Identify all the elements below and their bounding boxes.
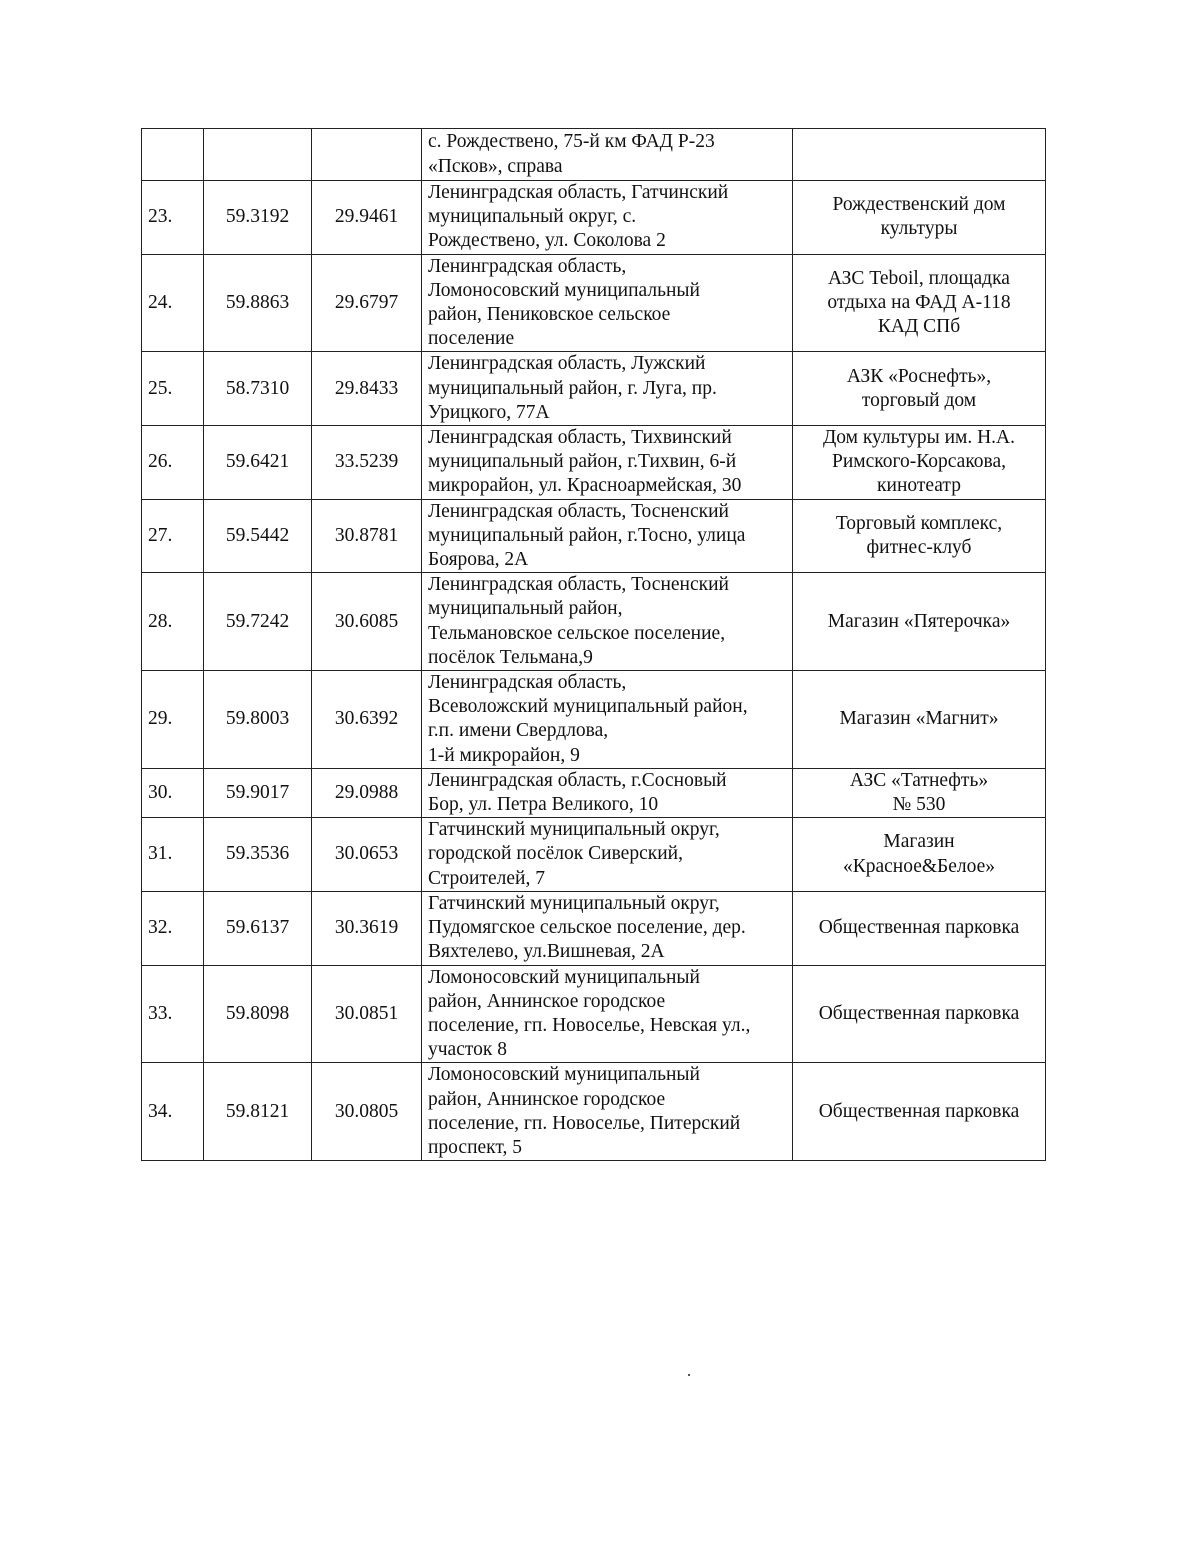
scan-speck <box>688 1374 690 1376</box>
table-row <box>142 818 1046 892</box>
table-row <box>142 965 1046 1063</box>
latitude-cell: 59.8003 <box>204 671 312 769</box>
row-number: 29. <box>142 671 204 769</box>
latitude-cell <box>204 129 312 181</box>
row-number <box>142 129 204 181</box>
place-cell: АЗС Teboil, площадка отдыха на ФАД А-118 КАД СПб <box>793 254 1046 352</box>
row-number: 24. <box>142 254 204 352</box>
latitude-cell: 59.5442 <box>204 499 312 573</box>
table-row <box>142 499 1046 573</box>
longitude-cell: 30.8781 <box>312 499 422 573</box>
address-cell: Гатчинский муниципальный округ, городской посёлок Сиверский, Строителей, 7 <box>422 818 793 892</box>
latitude-cell: 59.7242 <box>204 573 312 671</box>
latitude-cell: 59.8121 <box>204 1063 312 1161</box>
address-cell: Ленинградская область, Тихвинский муниципальный район, г.Тихвин, 6-й микрорайон, ул. Красноармейская, 30 <box>422 426 793 500</box>
place-cell: Магазин «Магнит» <box>793 671 1046 769</box>
latitude-cell: 58.7310 <box>204 352 312 426</box>
latitude-cell: 59.6137 <box>204 891 312 965</box>
table-row <box>142 426 1046 500</box>
locations-table <box>141 128 1046 1161</box>
address-cell: Ленинградская область, г.Сосновый Бор, ул. Петра Великого, 10 <box>422 768 793 817</box>
longitude-cell: 29.8433 <box>312 352 422 426</box>
place-cell: Магазин «Красное&Белое» <box>793 818 1046 892</box>
row-number: 27. <box>142 499 204 573</box>
latitude-cell: 59.6421 <box>204 426 312 500</box>
longitude-cell: 30.6392 <box>312 671 422 769</box>
address-cell: Ленинградская область, Всеволожский муниципальный район, г.п. имени Свердлова, 1-й микрорайон, 9 <box>422 671 793 769</box>
address-cell: Ленинградская область, Лужский муниципальный район, г. Луга, пр. Урицкого, 77А <box>422 352 793 426</box>
place-cell: Дом культуры им. Н.А. Римского-Корсакова, кинотеатр <box>793 426 1046 500</box>
longitude-cell: 29.0988 <box>312 768 422 817</box>
row-number: 31. <box>142 818 204 892</box>
longitude-cell: 30.3619 <box>312 891 422 965</box>
latitude-cell: 59.3536 <box>204 818 312 892</box>
place-cell: Общественная парковка <box>793 965 1046 1063</box>
place-cell: Рождественский дом культуры <box>793 181 1046 255</box>
row-number: 28. <box>142 573 204 671</box>
table-row <box>142 254 1046 352</box>
latitude-cell: 59.3192 <box>204 181 312 255</box>
table-row <box>142 573 1046 671</box>
place-cell <box>793 129 1046 181</box>
longitude-cell: 33.5239 <box>312 426 422 500</box>
row-number: 30. <box>142 768 204 817</box>
place-cell: Общественная парковка <box>793 1063 1046 1161</box>
table-row <box>142 352 1046 426</box>
address-cell: Ленинградская область, Тосненский муниципальный район, Тельмановское сельское поселение, посёлок Тельмана,9 <box>422 573 793 671</box>
row-number: 26. <box>142 426 204 500</box>
address-cell: Ленинградская область, Ломоносовский муниципальный район, Пениковское сельское поселение <box>422 254 793 352</box>
longitude-cell: 29.6797 <box>312 254 422 352</box>
address-cell: Ленинградская область, Тосненский муниципальный район, г.Тосно, улица Боярова, 2А <box>422 499 793 573</box>
place-cell: АЗС «Татнефть» № 530 <box>793 768 1046 817</box>
table-row <box>142 129 1046 181</box>
address-cell: Гатчинский муниципальный округ, Пудомягское сельское поселение, дер. Вяхтелево, ул.Вишневая, 2А <box>422 891 793 965</box>
address-cell: Ломоносовский муниципальный район, Аннинское городское поселение, гп. Новоселье, Невская ул., участок 8 <box>422 965 793 1063</box>
row-number: 23. <box>142 181 204 255</box>
place-cell: Торговый комплекс, фитнес-клуб <box>793 499 1046 573</box>
address-cell: Ленинградская область, Гатчинский муниципальный округ, с. Рождествено, ул. Соколова 2 <box>422 181 793 255</box>
row-number: 25. <box>142 352 204 426</box>
table-body <box>142 129 1046 1161</box>
table-row <box>142 181 1046 255</box>
table-row <box>142 768 1046 817</box>
latitude-cell: 59.9017 <box>204 768 312 817</box>
longitude-cell: 29.9461 <box>312 181 422 255</box>
row-number: 33. <box>142 965 204 1063</box>
longitude-cell <box>312 129 422 181</box>
latitude-cell: 59.8863 <box>204 254 312 352</box>
latitude-cell: 59.8098 <box>204 965 312 1063</box>
row-number: 32. <box>142 891 204 965</box>
address-cell: с. Рождествено, 75-й км ФАД Р-23 «Псков», справа <box>422 129 793 181</box>
longitude-cell: 30.0805 <box>312 1063 422 1161</box>
table-row <box>142 891 1046 965</box>
address-cell: Ломоносовский муниципальный район, Аннинское городское поселение, гп. Новоселье, Питерский проспект, 5 <box>422 1063 793 1161</box>
place-cell: АЗК «Роснефть», торговый дом <box>793 352 1046 426</box>
longitude-cell: 30.0653 <box>312 818 422 892</box>
place-cell: Магазин «Пятерочка» <box>793 573 1046 671</box>
row-number: 34. <box>142 1063 204 1161</box>
longitude-cell: 30.0851 <box>312 965 422 1063</box>
table-row <box>142 1063 1046 1161</box>
longitude-cell: 30.6085 <box>312 573 422 671</box>
place-cell: Общественная парковка <box>793 891 1046 965</box>
table-row <box>142 671 1046 769</box>
